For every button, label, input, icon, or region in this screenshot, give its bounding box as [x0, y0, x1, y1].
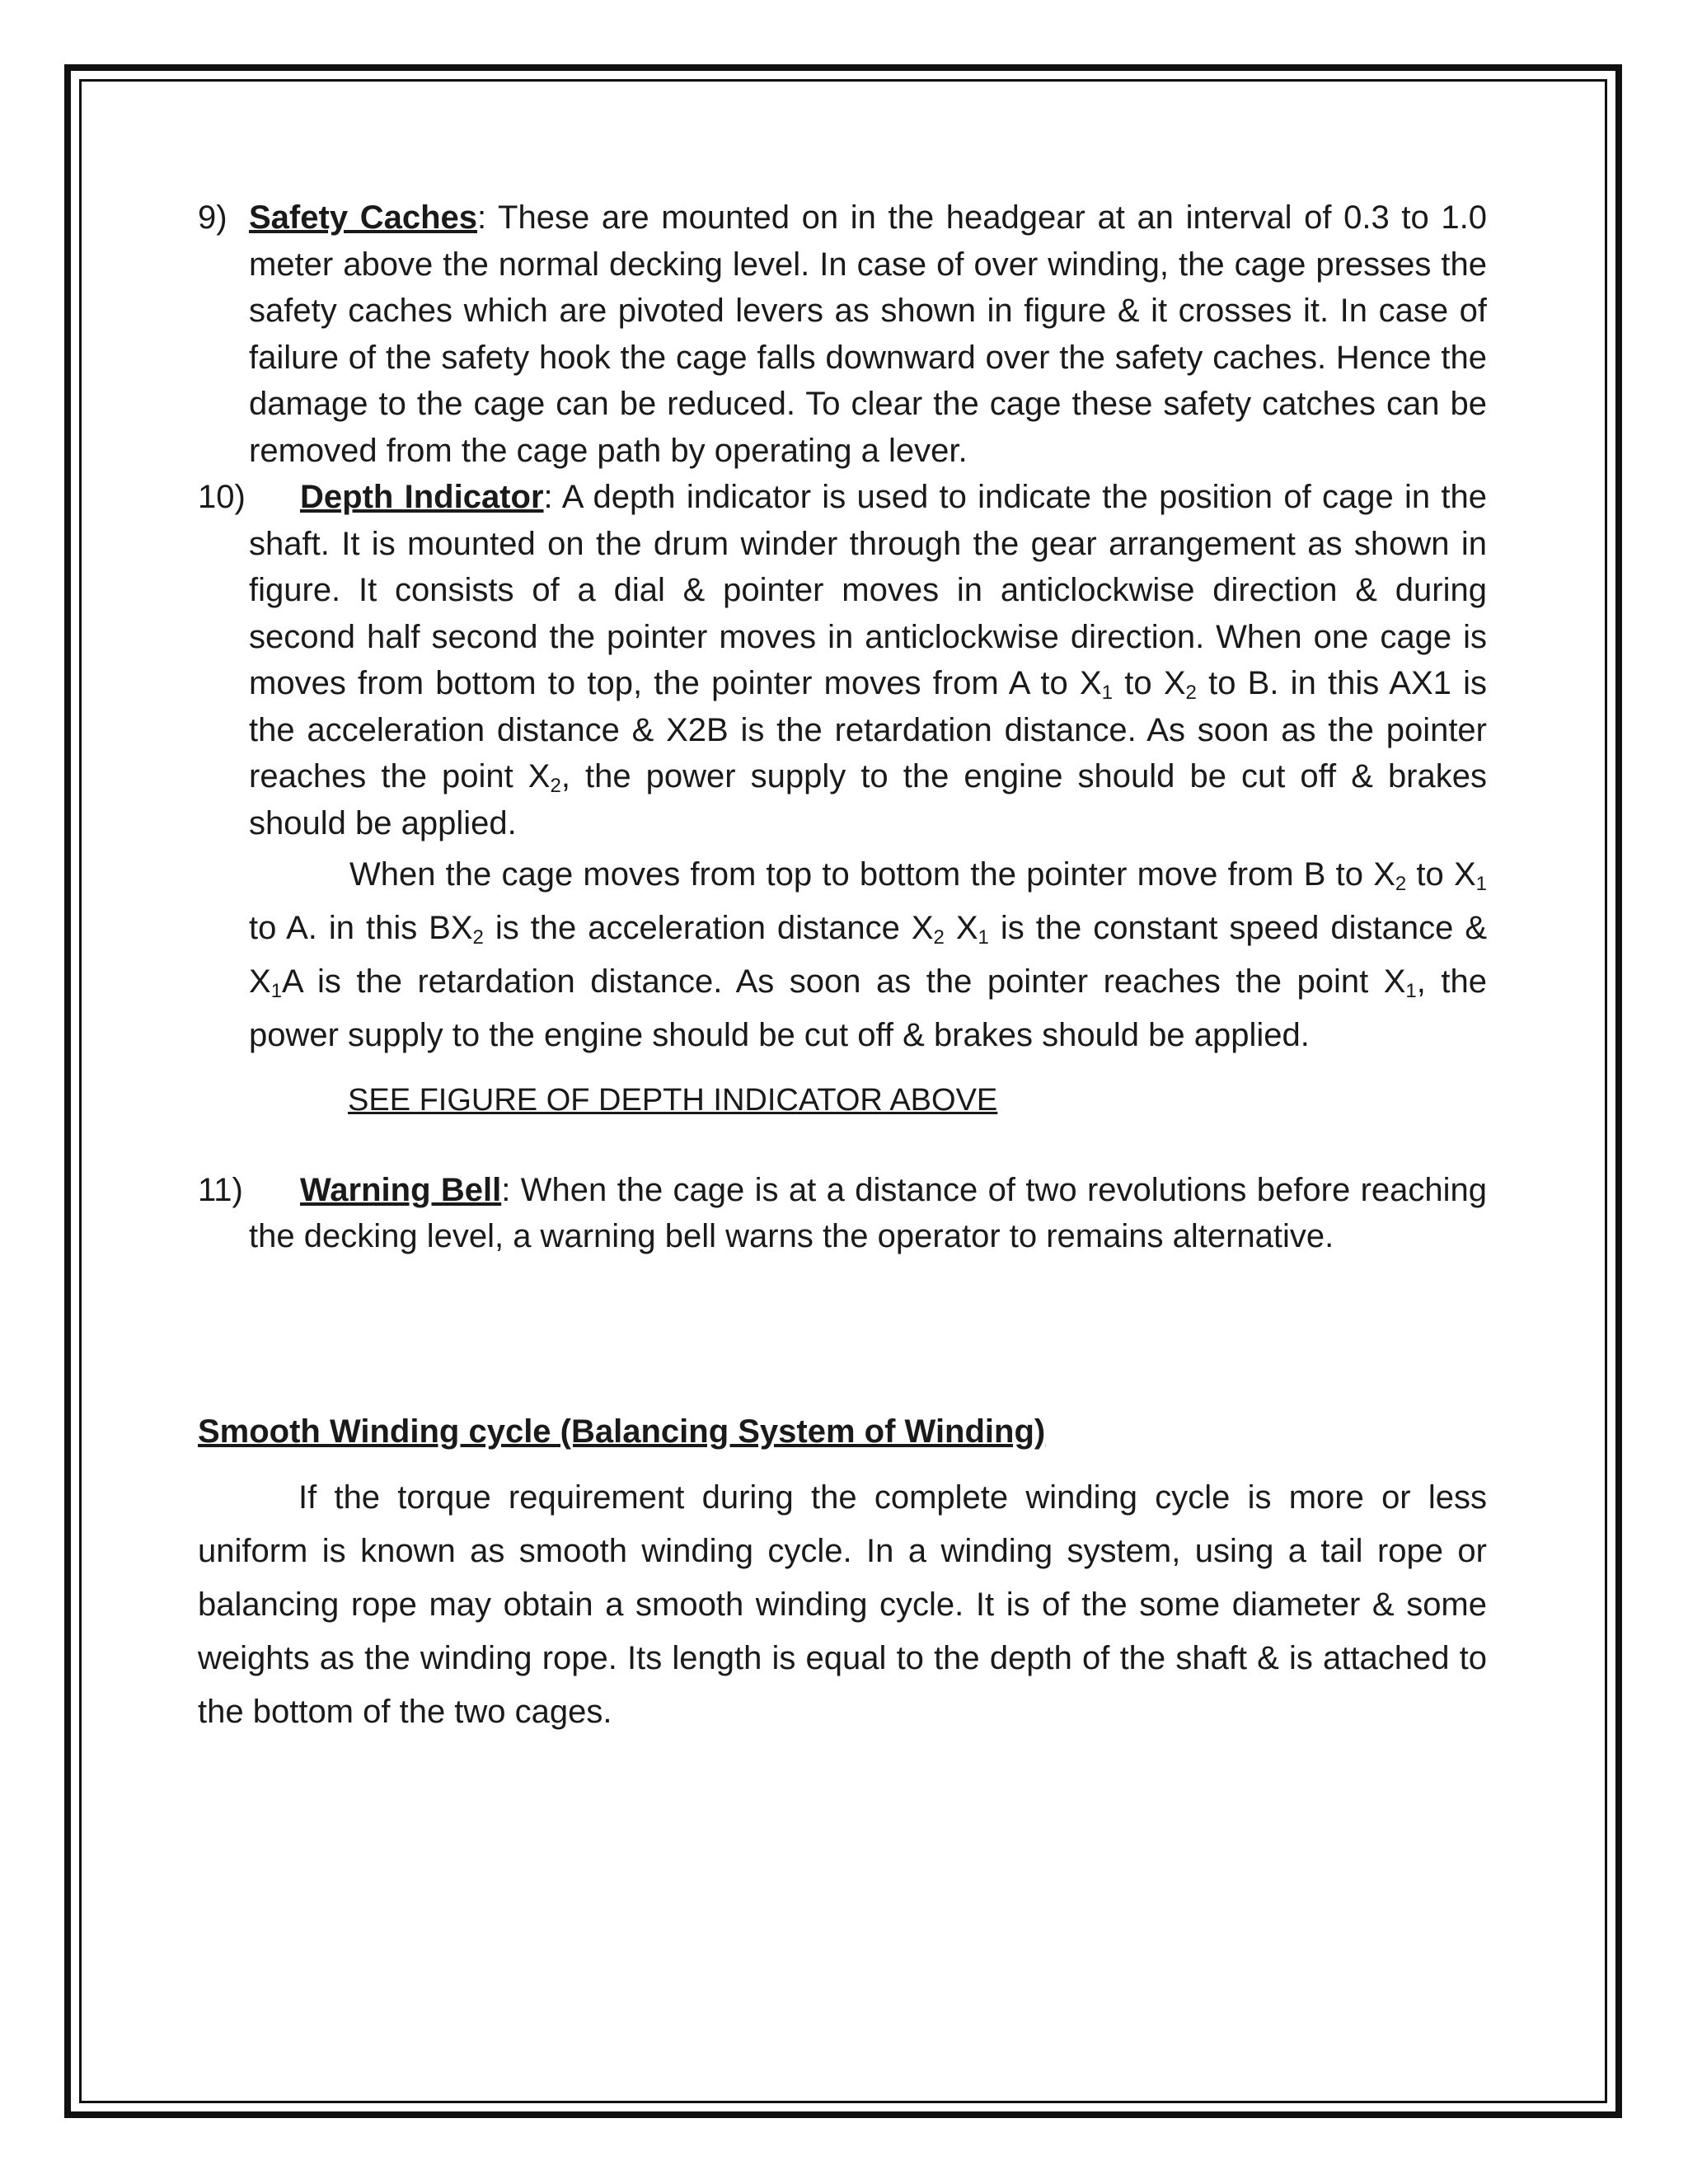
subscript: 1	[1405, 980, 1417, 1002]
paragraph-text: is the acceleration distance X	[483, 910, 934, 946]
paragraph-text: X	[944, 910, 978, 946]
paragraph-text: , the power supply to the engine should be cut off & brakes should be applied.	[249, 963, 1487, 1053]
paragraph-text: is the constant speed distance & X	[249, 910, 1488, 1000]
item-heading: Safety Caches	[249, 199, 478, 236]
item-text: to B. in this AX1 is the acceleration distance & X2B is the retardation distance. As soon as the pointer reaches the point X	[249, 665, 1488, 794]
item-text: to X	[1113, 665, 1186, 701]
item-number: 10)	[198, 479, 246, 515]
paragraph-text: to X	[1406, 856, 1476, 893]
list-item-safety-caches	[198, 194, 1487, 474]
list-item-warning-bell	[198, 1167, 1487, 1260]
section-title: Smooth Winding cycle (Balancing System of Winding)	[198, 1413, 1046, 1450]
paragraph-text: to A. in this BX	[249, 910, 473, 946]
document-content	[198, 194, 1487, 1739]
item-text: : When the cage is at a distance of two revolutions before reaching the decking level, a warning bell warns the operator to remains alternative.	[249, 1171, 1488, 1254]
subscript: 2	[550, 775, 561, 797]
subscript: 2	[1395, 873, 1407, 895]
section-paragraph	[198, 1471, 1487, 1739]
paragraph-text: If the torque requirement during the complete winding cycle is more or less uniform is known as smooth winding cycle. In a winding system, using a tail rope or balancing rope may obtain a smooth winding cycle. It is of the some diameter & some weights as the winding rope. Its length is equal to the depth of the shaft & is attached to the bottom of the two cages.	[198, 1479, 1487, 1730]
subscript: 1	[1101, 682, 1114, 704]
see-figure-note: SEE FIGURE OF DEPTH INDICATOR ABOVE	[348, 1083, 998, 1118]
item-number: 9)	[198, 199, 227, 236]
paragraph-text: When the cage moves from top to bottom the pointer move from B to X	[349, 856, 1395, 893]
item-number: 11)	[198, 1171, 243, 1208]
subscript: 2	[472, 926, 484, 949]
item-text: , the power supply to the engine should be cut off & brakes should be applied.	[249, 758, 1487, 841]
item-heading: Warning Bell	[300, 1171, 502, 1208]
list-item-depth-indicator	[198, 474, 1487, 846]
item-heading: Depth Indicator	[300, 479, 544, 515]
item-text: : A depth indicator is used to indicate the position of cage in the shaft. It is mounted on the drum winder through the gear arrangement as shown in figure. It consists of a dial & pointer moves in anticlockwise direction & during second half second the pointer moves in anticlockwise direction. When one cage is moves from bottom to top, the pointer moves from A to X	[249, 479, 1488, 701]
subscript: 1	[270, 980, 283, 1002]
item-text: : These are mounted on in the headgear at an interval of 0.3 to 1.0 meter above the normal decking level. In case of over winding, the cage presses the safety caches which are pivoted levers as shown in figure & it crosses it. In case of failure of the safety hook the cage falls downward over the safety caches. Hence the damage to the cage can be reduced. To clear the cage these safety catches can be removed from the cage path by operating a lever.	[249, 199, 1488, 469]
paragraph-text: A is the retardation distance. As soon as the pointer reaches the point X	[282, 963, 1406, 1000]
subscript: 2	[933, 926, 945, 949]
subscript: 1	[1475, 873, 1487, 895]
subscript: 1	[978, 926, 989, 949]
subscript: 2	[1185, 682, 1197, 704]
depth-indicator-paragraph-2	[198, 848, 1487, 1062]
